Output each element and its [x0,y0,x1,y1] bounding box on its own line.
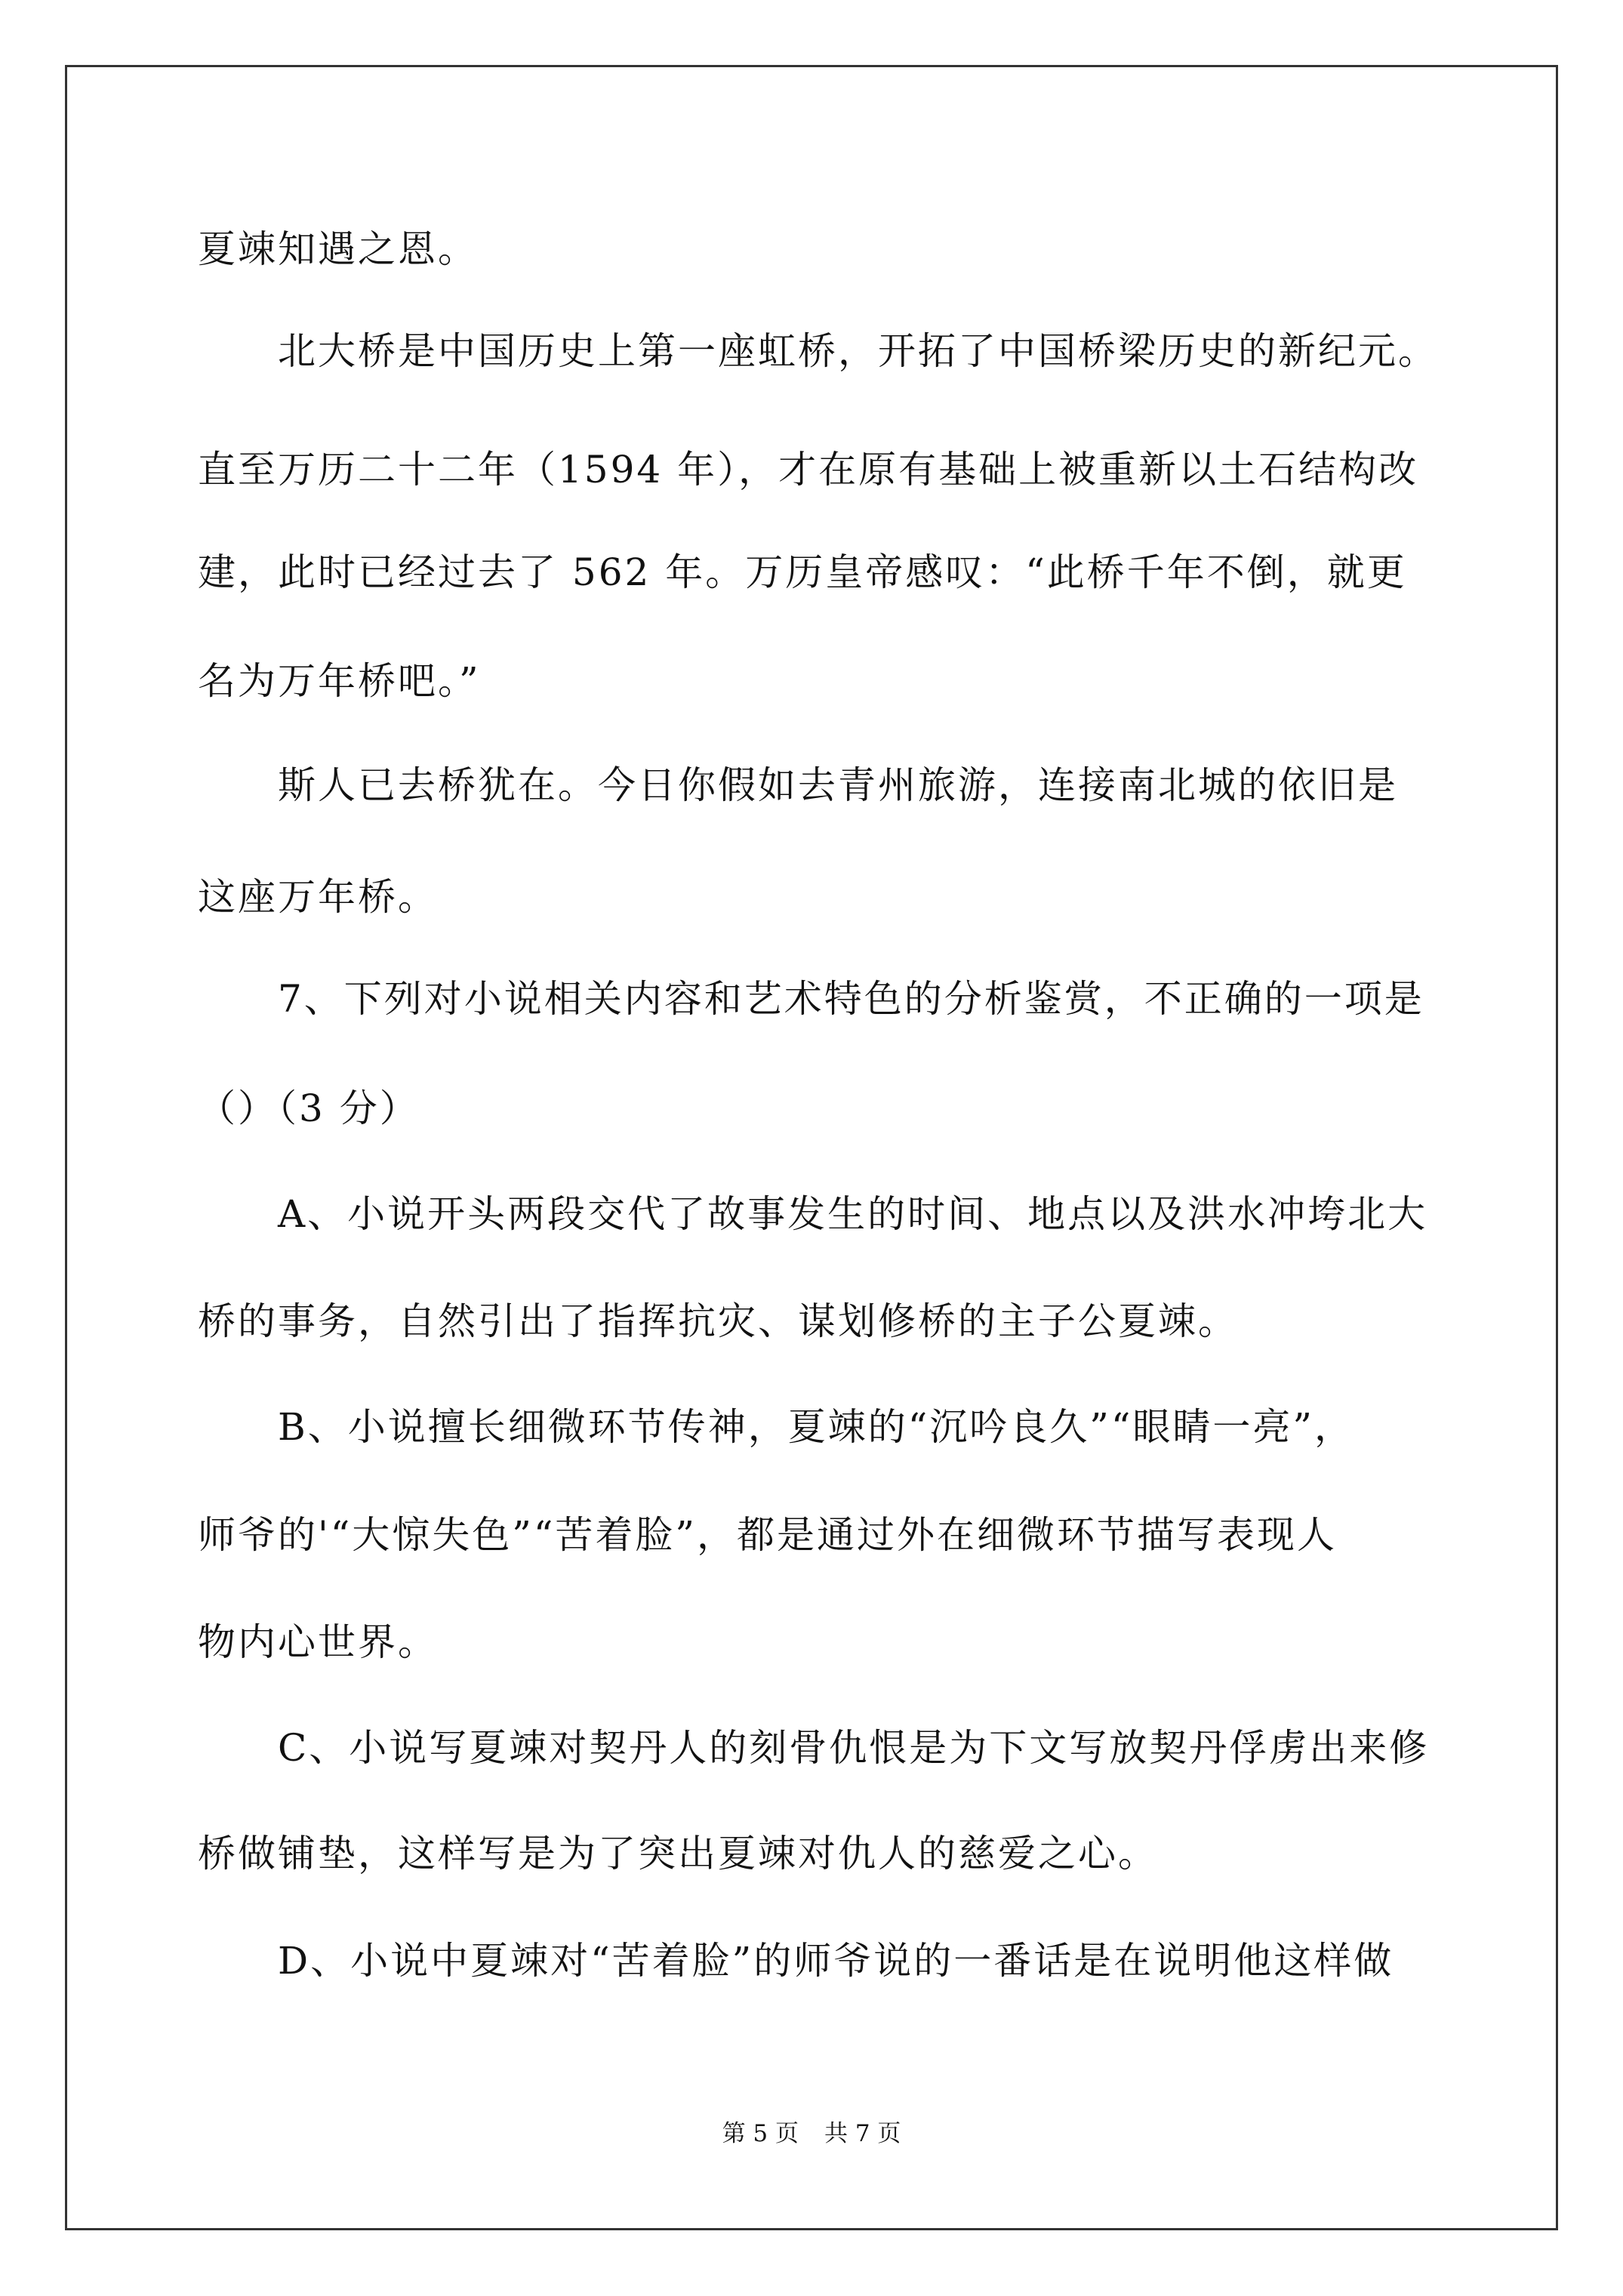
text-line: 名为万年桥吧。” [198,659,481,703]
text-line: 桥的事务，自然引出了指挥抗灾、谋划修桥的主子公夏竦。 [198,1299,1238,1343]
text-line: 7、下列对小说相关内容和艺术特色的分析鉴赏，不正确的一项是 [198,977,1424,1021]
text-line: B、小说擅长细微环节传神，夏竦的“沉吟良久”“眼睛一亮”， [198,1405,1354,1449]
text-line: 北大桥是中国历史上第一座虹桥，开拓了中国桥梁历史的新纪元。 [198,329,1438,373]
text-line: 这座万年桥。 [198,875,438,919]
text-line: （）（3 分） [198,1086,420,1130]
page-total: 共 7 页 [824,2120,901,2147]
text-line: D、小说中夏竦对“苦着脸”的师爷说的一番话是在说明他这样做 [198,1939,1394,1983]
text-line: 桥做铺垫，这样写是为了突出夏竦对仇人的慈爱之心。 [198,1832,1158,1875]
page-border [65,65,1558,2230]
page-footer [0,2119,1623,2149]
text-line: A、小说开头两段交代了故事发生的时间、地点以及洪水冲垮北大 [198,1192,1428,1236]
text-line: C、小说写夏竦对契丹人的刻骨仇恨是为下文写放契丹俘虏出来修 [198,1726,1430,1770]
text-line: 直至万历二十二年（1594 年），才在原有基础上被重新以土石结构改 [198,448,1419,492]
text-line: 物内心世界。 [198,1620,438,1664]
text-line: 建，此时已经过去了 562 年。万历皇帝感叹：“此桥千年不倒，就更 [198,550,1407,594]
text-line: 斯人已去桥犹在。今日你假如去青州旅游，连接南北城的依旧是 [198,763,1398,807]
page-number: 第 5 页 [722,2120,799,2147]
text-line: 师爷的'“大惊失色”“苦着脸”，都是通过外在细微环节描写表现人 [198,1513,1337,1557]
text-line: 夏竦知遇之恩。 [198,227,478,271]
